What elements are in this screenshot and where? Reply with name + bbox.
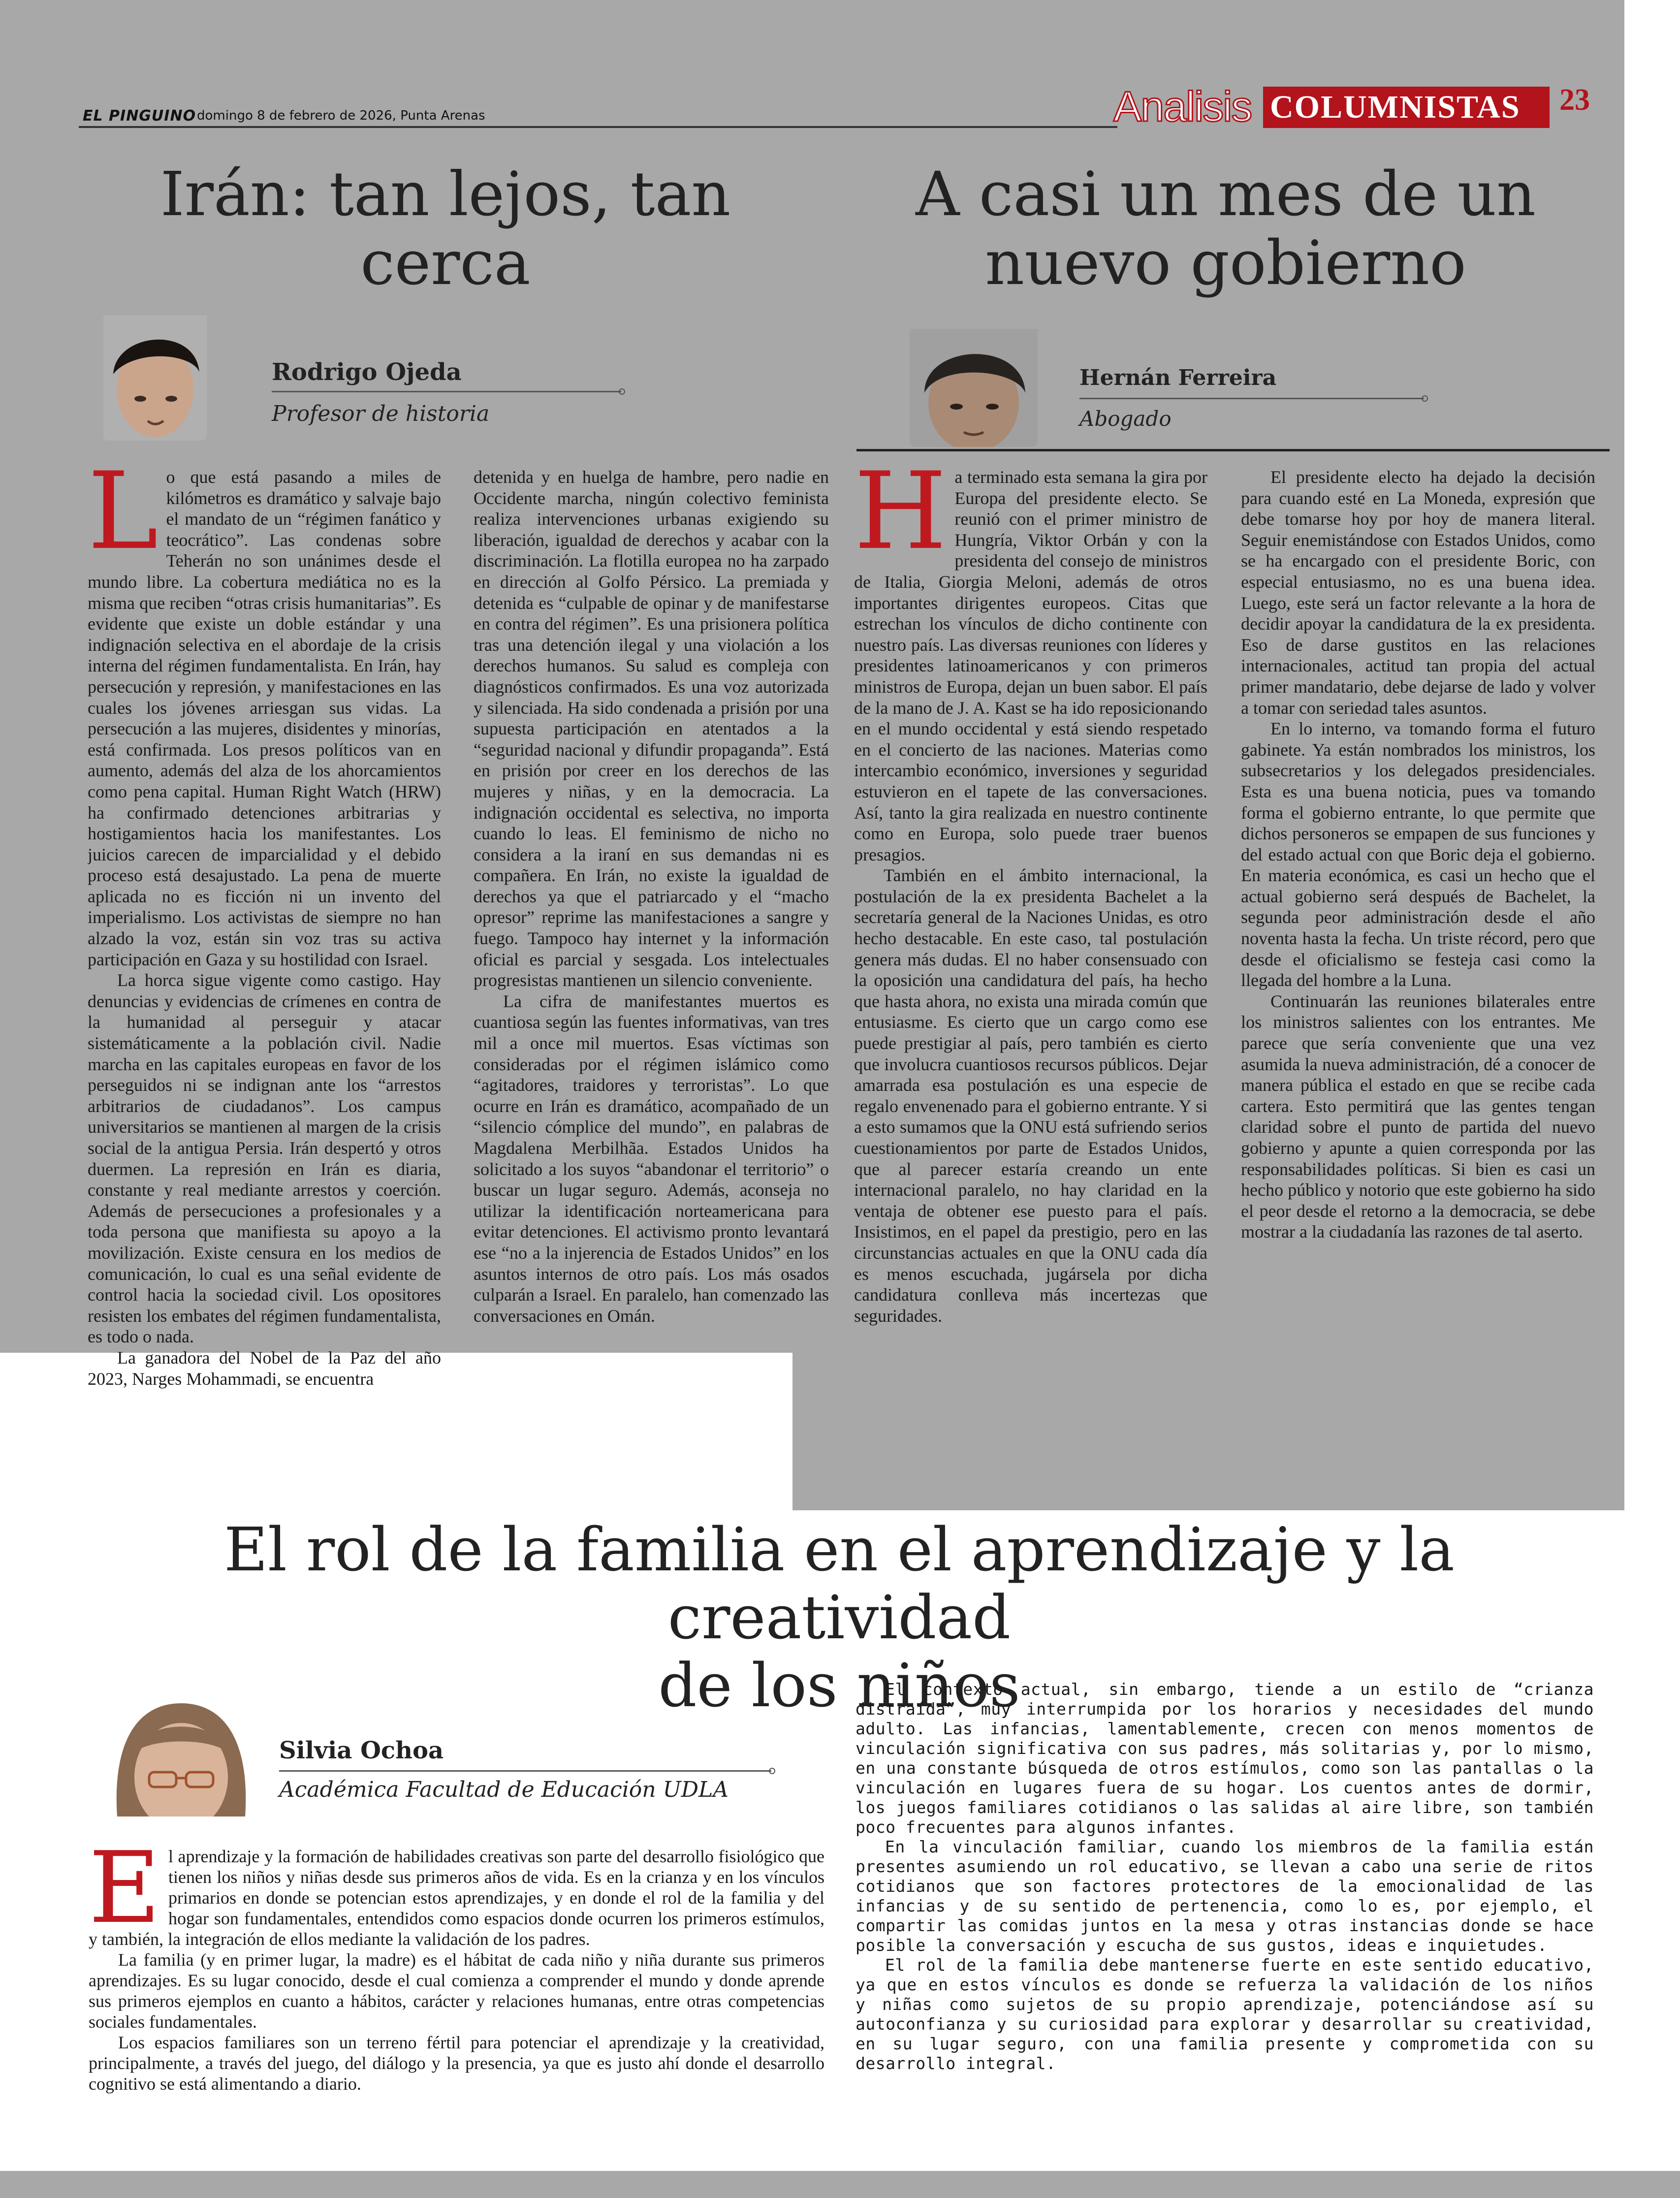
article2-dropcap: H	[854, 467, 947, 573]
article3-author-rule	[279, 1770, 771, 1772]
article2-paragraph: En lo interno, va tomando forma el futuro gabinete. Ya están nombrados los ministros, los subsecretarios y los delegados presidenciales. Esta es una buena noticia, pues va tomando forma el gobierno entrante, lo que permite que dichos personeros se empapen de sus funciones y del estado actual con que Boric deja el gobierno. En materia económica, es casi un hecho que el actual gobierno será después de Bachelet, la segunda peor administración desde el año noventa hasta la fecha. Un triste récord, pero que desde el oficialismo se festeja casi como la llegada del hombre a la Luna.	[1241, 719, 1595, 990]
article3-title-line: de los niños	[658, 1650, 1020, 1720]
article3-paragraph: El contexto actual, sin embargo, tiende a un estilo de “crianza distraída”, muy interrumpida por los horarios y necesidades del mundo adulto. Las infancias, lamentablemente, crecen con menos momentos de vinculación significativa con sus padres, más solitarias y, por lo mismo, en una constante búsqueda de otros estímulos, como son las pantallas o la vinculación en lugares fuera de su hogar. Los cuentos antes de dormir, los juegos familiares cotidianos o las salidas al aire libre, son también poco frecuentes para algunos infantes.	[856, 1680, 1594, 1837]
article3-author-role: Académica Facultad de Educación UDLA	[279, 1777, 729, 1802]
article1-paragraph: detenida y en huelga de hambre, pero nadie en Occidente marcha, ningún colectivo feminista realiza intervenciones urbanas exigiendo su liberación, igualdad de derechos y acabar con la discriminación. La flotilla europea no ha zarpado en dirección al Golfo Pérsico. La premiada y detenida es “culpable de opinar y de manifestarse en contra del régimen”. Es una prisionera política tras una detención ilegal y una violación a los derechos humanos. Su salud es compleja con diagnósticos confirmados. Es una voz autorizada y silenciada. Ha sido condenada a prisión por una supuesta participación en atentados a la “seguridad nacional y difundir propaganda”. Está en prisión por creer en los derechos de las mujeres y niñas, y en la democracia. La indignación occidental es selectiva, no importa cuando lo leas. El feminismo de nicho no considera a la iraní en sus demandas ni es compañera. En Irán, no existe la igualdad de derechos ya que el patriarcado y el “macho opresor” reprime las manifestaciones a sangre y fuego. Tampoco hay internet y la información oficial es parcial y sesgada. Los intelectuales progresistas mantienen un silencio conveniente.	[474, 467, 829, 990]
article2-paragraph: También en el ámbito internacional, la postulación de la ex presidenta Bachelet a la secretaría general de la Naciones Unidas, es otro hecho destacable. En este caso, tal postulación genera más dudas. El no haber consensuado con la oposición una candidatura del país, ha hecho que hasta ahora, no exista una mirada común que entusiasme. Es cierto que un cargo como ese puede prestigiar al país, pero también es cierto que involucra cuantiosos recursos públicos. Dejar amarrada esa postulación es una especie de regalo envenenado para el gobierno entrante. Y si a esto sumamos que la ONU está sufriendo serios cuestionamientos por parte de Estados Unidos, que al parecer estaría creando un ente internacional paralelo, no hay claridad en la ventaja de obtener ese puesto para el país. Insistimos, en el papel da prestigio, pero en las circunstancias actuales en que la ONU cada día es menos escuchada, jugársela por dicha candidatura conlleva más incertezas que seguridades.	[854, 865, 1207, 1326]
article2-divider	[856, 449, 1610, 451]
article2-title-line: A casi un mes de un	[915, 159, 1536, 230]
article2-paragraph: a terminado esta semana la gira por Europa del presidente electo. Se reunió con el primer ministro de Hungría, Viktor Orbán y con la presidenta del consejo de ministros de Italia, Giorgia Meloni, además de otros importantes dirigentes europeos. Citas que estrechan los vínculos de dicho continente con nuestro país. Las diversas reuniones con líderes y presidentes latinoamericanos y con primeros ministros de Europa, dejan un buen sabor. El país de la mano de J. A. Kast se ha ido reposicionando en el mundo occidental y está siendo respetado en el concierto de las naciones. Materias como intercambio económico, inversiones y seguridad estuvieron en el tapete de las conversaciones. Así, tanto la gira realizada en nuestro continente como en Europa, solo puede traer buenos presagios.	[854, 467, 1207, 864]
article3-title-line: El rol de la familia en el aprendizaje y la creatividad	[223, 1515, 1455, 1653]
article1-author-role: Profesor de historia	[272, 401, 490, 426]
article3-author-name: Silvia Ochoa	[279, 1737, 444, 1764]
article1-author-rule	[272, 391, 621, 392]
article1-author-name: Rodrigo Ojeda	[272, 358, 462, 386]
article3-paragraph: La familia (y en primer lugar, la madre) es el hábitat de cada niño y niña durante sus primeros aprendizajes. Es su lugar conocido, desde el cual comienza a comprender el mundo y donde aprende sus primeros ejemplos en cuanto a hábitos, carácter y relaciones humanas, entre otras competencias sociales fundamentales.	[89, 1950, 824, 2032]
page-background-right-edge	[1624, 0, 1680, 1510]
section-label: COLUMNISTAS	[1270, 89, 1521, 125]
article3-column-2	[856, 1680, 1594, 2133]
masthead-date: domingo 8 de febrero de 2026, Punta Arenas	[197, 108, 485, 123]
article2-author-name: Hernán Ferreira	[1079, 365, 1277, 390]
article3-author-photo	[102, 1698, 260, 1816]
article3-paragraph: l aprendizaje y la formación de habilidades creativas son parte del desarrollo fisiológico que tienen los niños y niñas desde sus primeros años de vida. Es en la crianza y en los vínculos primarios en donde se potencian estos aprendizajes, y en donde el rol de la familia y del hogar son fundamentales, entendidos como espacios donde ocurren los primeros estímulos, y también, la integración de ellos mediante la validación de los padres.	[89, 1847, 824, 1949]
article2-column-1	[854, 467, 1207, 1476]
page-background-bottom-band	[0, 2171, 1680, 2198]
article2-author-rule	[1079, 398, 1424, 399]
article3-paragraph: En la vinculación familiar, cuando los miembros de la familia están presentes asumiendo un rol educativo, se llevan a cabo una serie de ritos cotidianos que son factores protectores de la emocionalidad de las infancias y de su sentido de pertenencia, como lo es, por ejemplo, el compartir las comidas juntos en la mesa y otras instancias donde se hace posible la conversación y escucha de sus gustos, ideas e inquietudes.	[856, 1837, 1594, 1955]
article2-title-line: nuevo gobierno	[985, 228, 1466, 299]
article3-column-1	[89, 1846, 824, 2141]
masthead-brand: EL PINGUINO	[83, 107, 196, 125]
article3-paragraph: El rol de la familia debe mantenerse fuerte en este sentido educativo, ya que en estos vínculos es donde se refuerza la validación de los niños y niñas como sujetos de su propio aprendizaje, potenciándose así su autoconfianza y su curiosidad para explorar y desarrollar su creatividad, en su lugar seguro, con una familia presente y comprometida con su desarrollo integral.	[856, 1955, 1594, 2073]
article1-dropcap: L	[88, 467, 158, 573]
article3-paragraph: Los espacios familiares son un terreno fértil para potenciar el aprendizaje y la creatividad, principalmente, a través del juego, del diálogo y la presencia, ya que es justo ahí donde el desarrollo cognitivo se está alimentando a diario.	[89, 2033, 824, 2094]
article1-column-2	[474, 467, 829, 1476]
article2-paragraph: Continuarán las reuniones bilaterales entre los ministros salientes con los entrantes. Me parece que sería conveniente que una vez asumida la nueva administración, dé a conocer de manera pública el estado en que se recibe cada cartera. Esto permitirá que las gentes tengan claridad sobre el punto de partida del nuevo gobierno y apunte a quien corresponda por las responsabilidades políticas. Si bien es casi un hecho público y notorio que este gobierno ha sido el peor desde el retorno a la democracia, se debe mostrar a la ciudadanía las razones de tal aserto.	[1241, 991, 1595, 1242]
section-prefix: Analisis	[1113, 83, 1252, 130]
article2-author-role: Abogado	[1079, 407, 1172, 431]
article1-paragraph: La cifra de manifestantes muertos es cuantiosa según las fuentes informativas, van tres mil a once mil muertos. Esas víctimas son consideradas por el régimen islámico como “agitadores, traidores y terroristas”. Lo que ocurre en Irán es dramático, acompañado de un “silencio cómplice del mundo”, en palabras de Magdalena Merbilhãa. Estados Unidos ha solicitado a los suyos “abandonar el territorio” o buscar un lugar seguro. Además, aconseja no utilizar la identificación norteamericana para evitar detenciones. El activismo pronto levantará ese “no a la injerencia de Estados Unidos” en los asuntos internos de otro país. Los más osados culparán a Israel. En paralelo, han comenzado las conversaciones en Omán.	[474, 991, 829, 1326]
article2-author-photo	[910, 329, 1038, 447]
article1-paragraph: o que está pasando a miles de kilómetros es dramático y salvaje bajo el mandato de un “régimen fanático y teocrático”. Las condenas sobre Teherán no son unánimes desde el mundo libre. La cobertura mediática no es la misma que reciben “otras crisis humanitarias”. Es evidente que existe un doble estándar y una indignación selectiva en el abordaje de la crisis interna del régimen fundamentalista. En Irán, hay persecución y represión, y manifestaciones en las cuales los jóvenes arriesgan sus vidas. La persecución a las mujeres, disidentes y minorías, está confirmada. Los presos políticos van en aumento, además del alza de los ahorcamientos como pena capital. Human Right Watch (HRW) ha confirmado detenciones arbitrarias y hostigamientos hacia los manifestantes. Los juicios carecen de imparcialidad y el debido proceso está desajustado. La pena de muerte aplicada no es ficción ni un invento del imperialismo. Los activistas de siempre no han alzado la voz, están sin voz tras su activa participación en Gaza y su hostilidad con Israel.	[88, 467, 441, 969]
article2-column-2	[1241, 467, 1595, 1476]
article1-column-1	[88, 467, 441, 1476]
page-number: 23	[1559, 83, 1590, 117]
article3-dropcap: E	[89, 1846, 160, 1945]
header-rule	[79, 126, 1117, 128]
article2-title	[847, 160, 1605, 298]
article1-author-photo	[103, 315, 207, 441]
article1-paragraph: La ganadora del Nobel de la Paz del año 2023, Narges Mohammadi, se encuentra	[88, 1347, 441, 1389]
article1-paragraph: La horca sigue vigente como castigo. Hay denuncias y evidencias de crímenes en contra de la humanidad al perseguir y atacar sistemáticamente a la población civil. Nadie marcha en las capitales europeas en favor de los perseguidos ni se indignan ante los “arrestos arbitrarios de ciudadanos”. Los campus universitarios se mantienen al margen de la crisis social de la antigua Persia. Irán despertó y otros duermen. La represión en Irán es diaria, constante y real mediante arrestos y coerción. Además de persecuciones a profesionales y a toda persona que manifiesta su apoyo a la movilización. Existe censura en los medios de comunicación, lo cual es una señal evidente de control hacia la sociedad civil. Los opositores resisten los embates del régimen fundamentalista, es todo o nada.	[88, 970, 441, 1347]
article2-paragraph: El presidente electo ha dejado la decisión para cuando esté en La Moneda, expresión que debe tomarse hoy por hoy de manera literal. Seguir enemistándose con Estados Unidos, como se ha encargado con el presidente Boric, con especial entusiasmo, no es una buena idea. Luego, este será un factor relevante a la hora de decidir apoyar la candidatura de la ex presidenta. Eso de darse gustitos en las relaciones internacionales, actitud tan propia del actual primer mandatario, debe dejarse de lado y volver a tomar con seriedad tales asuntos.	[1241, 467, 1595, 718]
article1-title: Irán: tan lejos, tan cerca	[160, 159, 731, 299]
